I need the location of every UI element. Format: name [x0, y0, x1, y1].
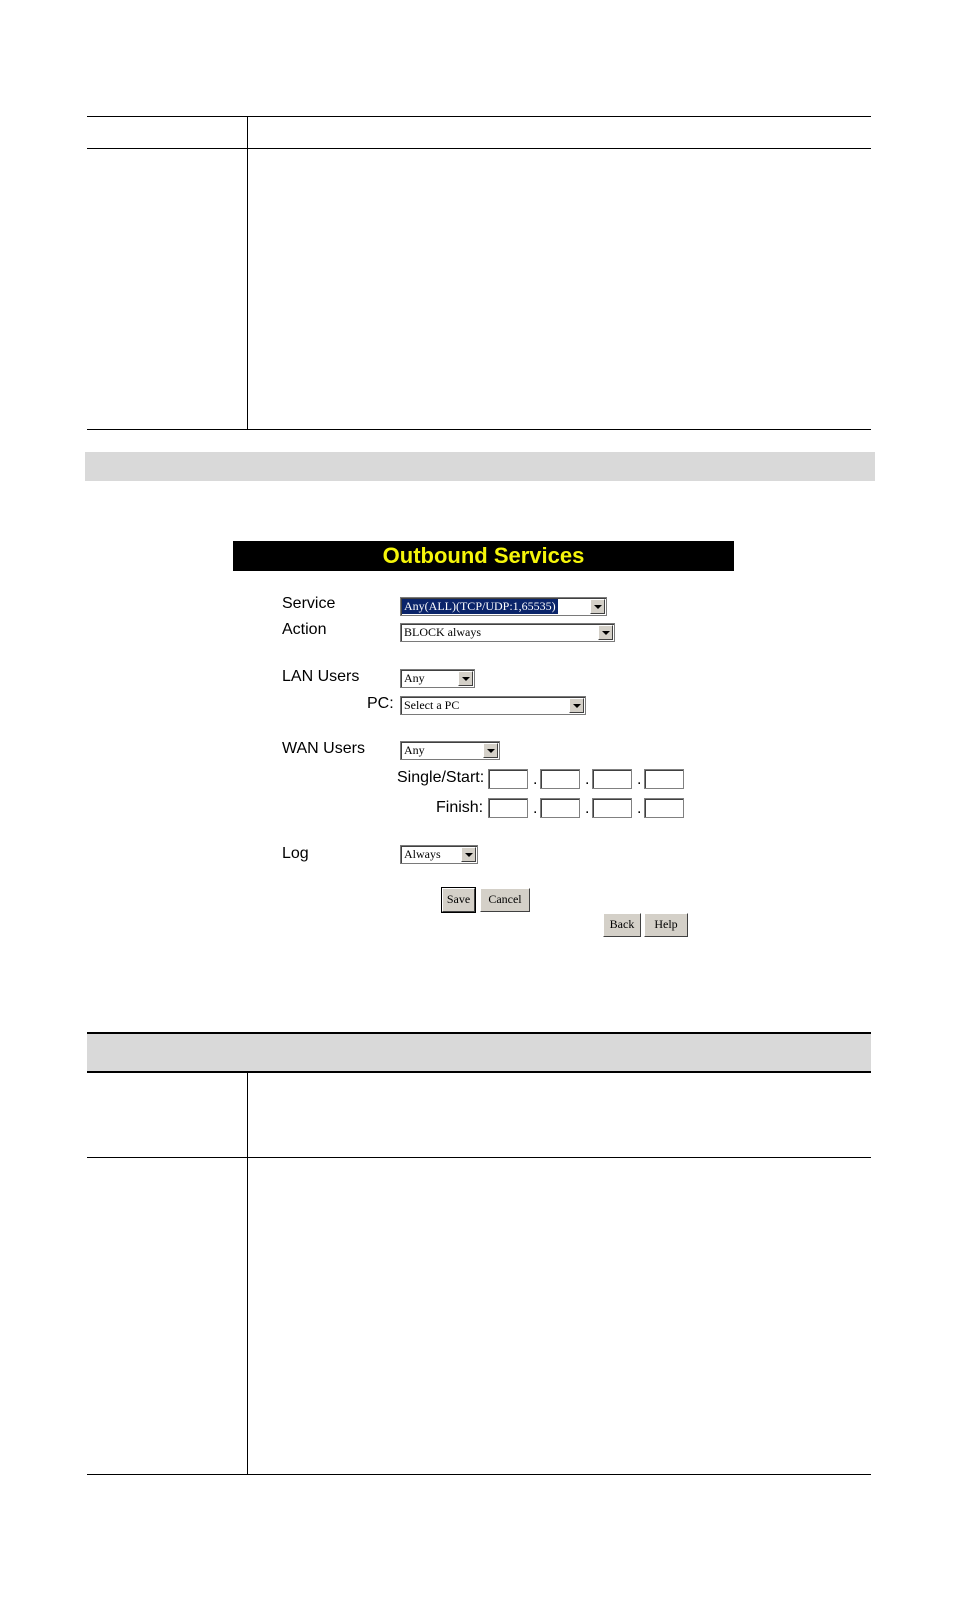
lan-users-label: LAN Users — [282, 668, 360, 685]
chevron-down-icon[interactable] — [461, 847, 476, 862]
wan-users-select[interactable] — [400, 741, 500, 760]
top-table-top-border — [87, 116, 871, 117]
top-table-column-divider — [247, 116, 248, 430]
pc-label: PC: — [367, 695, 394, 712]
ip-separator: . — [533, 800, 538, 817]
single-start-octet-4[interactable] — [644, 769, 684, 789]
action-select-value: BLOCK always — [404, 625, 481, 639]
ip-separator: . — [585, 800, 590, 817]
pc-select-value: Select a PC — [404, 698, 460, 712]
ip-separator: . — [637, 771, 642, 788]
bottom-table-bottom-border — [87, 1474, 871, 1475]
wan-users-label: WAN Users — [282, 740, 365, 757]
bottom-table-header-divider — [87, 1071, 871, 1073]
single-start-octet-2[interactable] — [540, 769, 580, 789]
single-start-octet-3[interactable] — [592, 769, 632, 789]
single-start-octet-1[interactable] — [488, 769, 528, 789]
finish-octet-3[interactable] — [592, 798, 632, 818]
log-select[interactable] — [400, 845, 478, 864]
ip-separator: . — [533, 771, 538, 788]
bottom-table-column-divider — [247, 1071, 248, 1474]
service-select[interactable] — [400, 597, 607, 616]
finish-octet-4[interactable] — [644, 798, 684, 818]
finish-octet-2[interactable] — [540, 798, 580, 818]
lan-users-select-value: Any — [404, 671, 425, 685]
pc-select[interactable] — [400, 696, 586, 715]
top-table-bottom-border — [87, 429, 871, 430]
panel-title: Outbound Services — [233, 541, 734, 571]
service-select-value: Any(ALL)(TCP/UDP:1,65535) — [404, 599, 556, 613]
lan-users-select[interactable] — [400, 669, 475, 688]
bottom-table-row-divider — [87, 1157, 871, 1158]
section-heading-band — [85, 452, 875, 481]
top-table-header-divider — [87, 148, 871, 149]
finish-label: Finish: — [436, 799, 484, 816]
ip-separator: . — [637, 800, 642, 817]
log-select-value: Always — [404, 847, 441, 861]
chevron-down-icon[interactable] — [590, 599, 605, 614]
back-button[interactable]: Back — [603, 913, 641, 937]
action-select[interactable] — [400, 623, 615, 642]
ip-separator: . — [585, 771, 590, 788]
single-start-label: Single/Start: — [397, 769, 485, 786]
chevron-down-icon[interactable] — [598, 625, 613, 640]
chevron-down-icon[interactable] — [569, 698, 584, 713]
service-label: Service — [282, 595, 336, 612]
save-button[interactable]: Save — [442, 888, 475, 912]
bottom-table-top-border — [87, 1032, 871, 1034]
chevron-down-icon[interactable] — [458, 671, 473, 686]
finish-octet-1[interactable] — [488, 798, 528, 818]
wan-users-select-value: Any — [404, 743, 425, 757]
log-label: Log — [282, 845, 309, 862]
chevron-down-icon[interactable] — [483, 743, 498, 758]
bottom-table-header — [87, 1033, 871, 1071]
action-label: Action — [282, 621, 327, 638]
help-button[interactable]: Help — [644, 913, 688, 937]
cancel-button[interactable]: Cancel — [480, 888, 530, 912]
